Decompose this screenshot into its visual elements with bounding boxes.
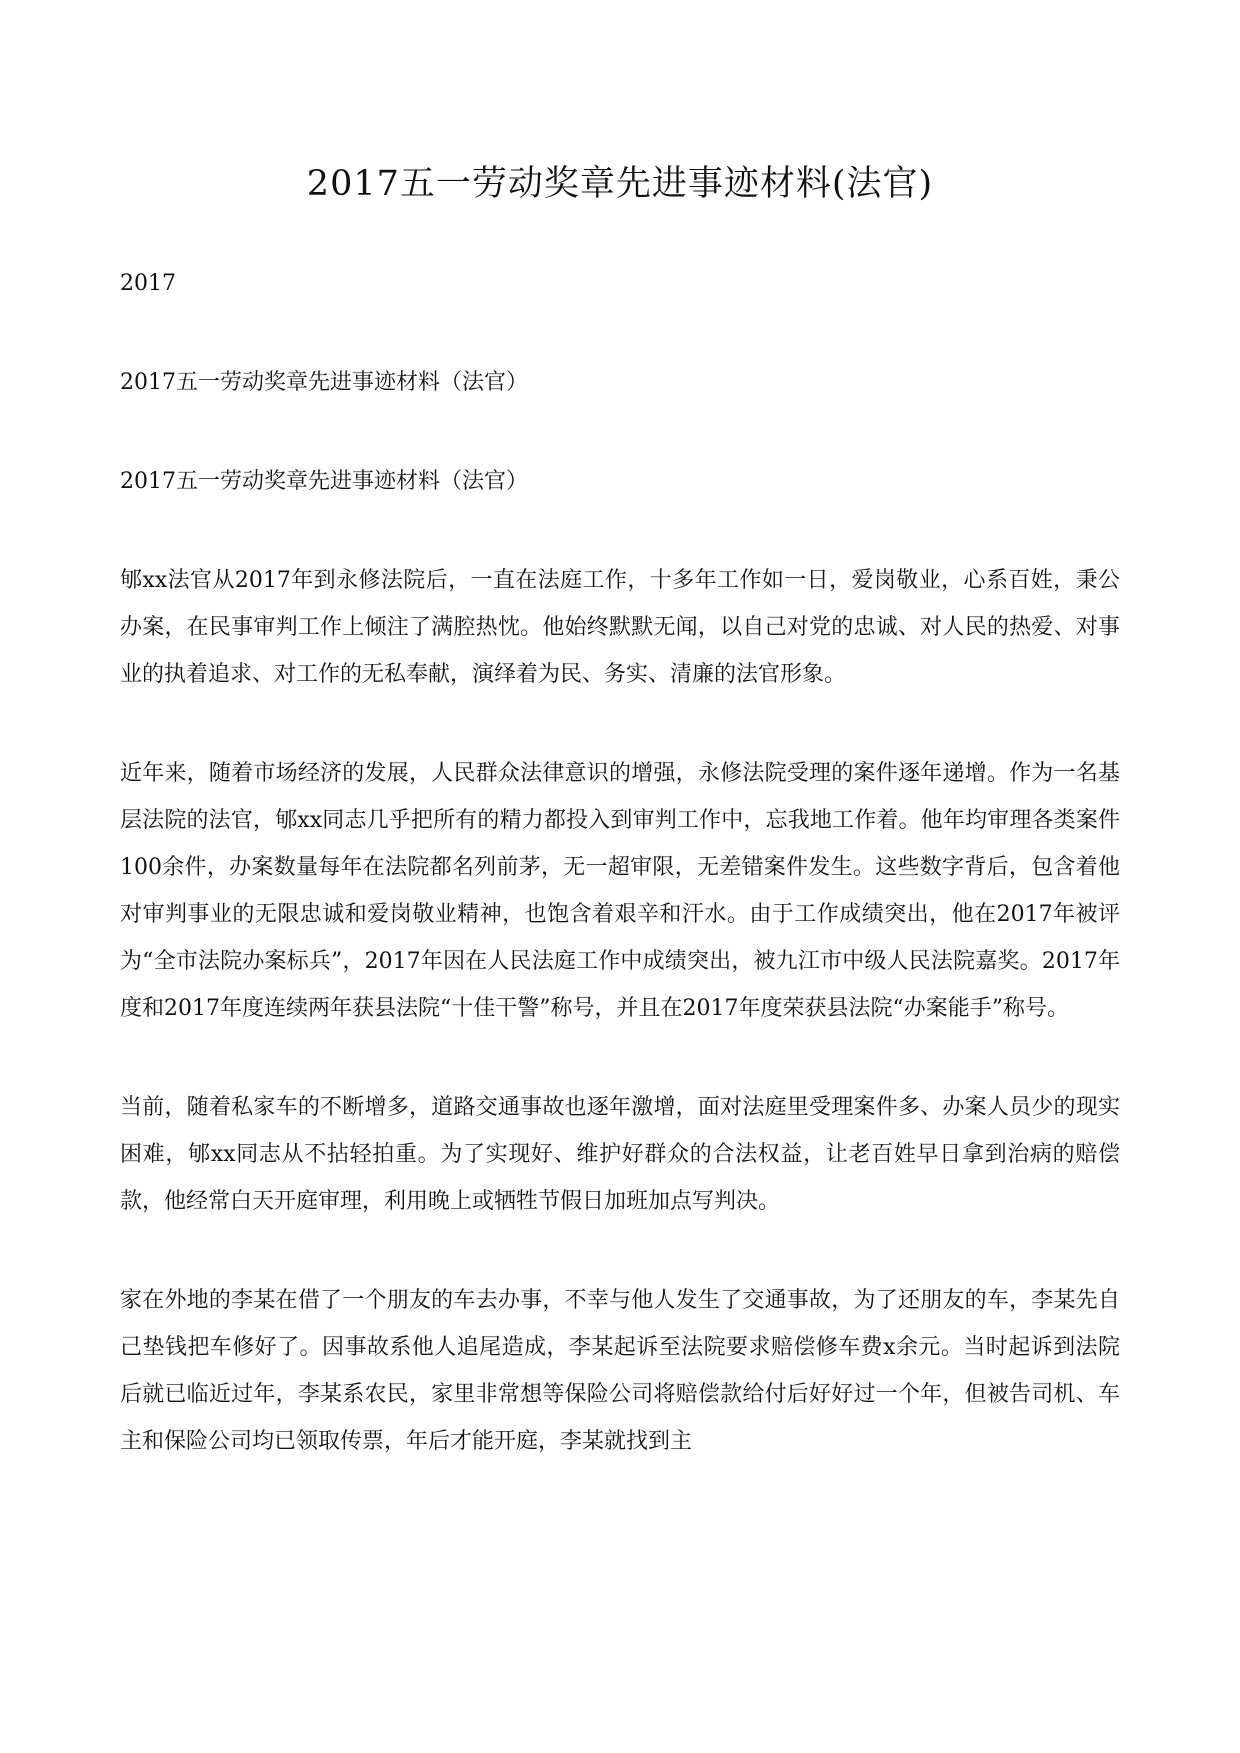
paragraph-achievements: 近年来，随着市场经济的发展，人民群众法律意识的增强，永修法院受理的案件逐年递增。作为一名基层法院的法官，郇xx同志几乎把所有的精力都投入到审判工作中，忘我地工作着。他年均审理各类案件100余件，办案数量每年在法院都名列前茅，无一超审限，无差错案件发生。这些数字背后，包含着他对审判事业的无限忠诚和爱岗敬业精神，也饱含着艰辛和汗水。由于工作成绩突出，他在2017年被评为“全市法院办案标兵”，2017年因在人民法庭工作中成绩突出，被九江市中级人民法院嘉奖。2017年度和2017年度连续两年获县法院“十佳干警”称号，并且在2017年度荣获县法院“办案能手”称号。 xyxy=(120,761,1120,1021)
paragraph-traffic-cases: 当前，随着私家车的不断增多，道路交通事故也逐年激增，面对法庭里受理案件多、办案人员少的现实困难，郇xx同志从不拈轻拍重。为了实现好、维护好群众的合法权益，让老百姓早日拿到治病的赔偿款，他经常白天开庭审理，利用晚上或牺牲节假日加班加点写判决。 xyxy=(120,1095,1120,1214)
paragraph-intro: 郇xx法官从2017年到永修法院后，一直在法庭工作，十多年工作如一日，爱岗敬业，心系百姓，秉公办案，在民事审判工作上倾注了满腔热忱。他始终默默无闻，以自己对党的忠诚、对人民的热爱、对事业的执着追求、对工作的无私奉献，演绎着为民、务实、清廉的法官形象。 xyxy=(120,568,1120,687)
paragraph-case-example: 家在外地的李某在借了一个朋友的车去办事，不幸与他人发生了交通事故，为了还朋友的车，李某先自己垫钱把车修好了。因事故系他人追尾造成，李某起诉至法院要求赔偿修车费x余元。当时起诉到法院后就已临近过年，李某系农民，家里非常想等保险公司将赔偿款给付后好好过一个年，但被告司机、车主和保险公司均已领取传票，年后才能开庭，李某就找到主 xyxy=(120,1288,1120,1454)
paragraph-year: 2017 xyxy=(120,271,176,296)
document-title: 2017五一劳动奖章先进事迹材料(法官) xyxy=(306,164,934,204)
paragraph-subtitle-1: 2017五一劳动奖章先进事迹材料（法官） xyxy=(120,370,528,395)
document-body xyxy=(120,260,1120,1465)
paragraph-subtitle-2: 2017五一劳动奖章先进事迹材料（法官） xyxy=(120,469,528,494)
